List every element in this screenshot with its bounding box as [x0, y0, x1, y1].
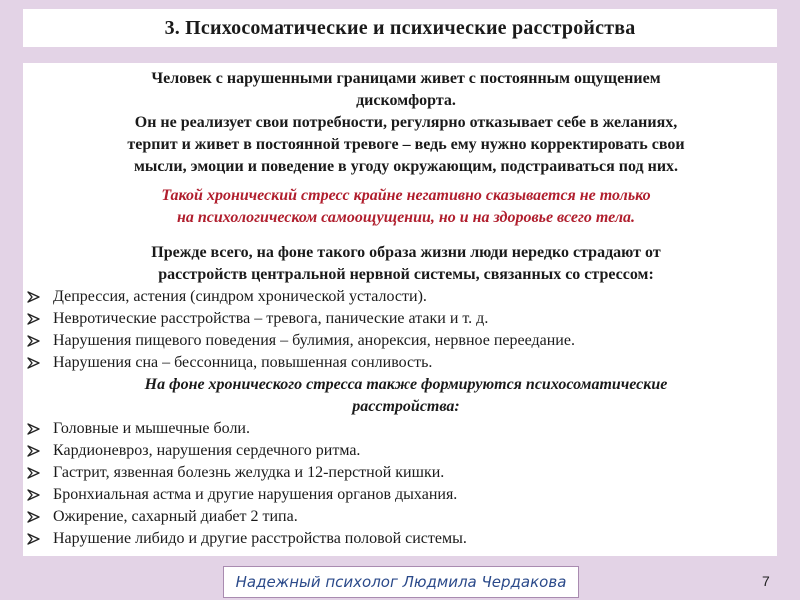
stress-note-line: Такой хронический стресс крайне негативно сказывается не только	[161, 187, 651, 204]
list-item-text: Нарушение либидо и другие расстройства половой системы.	[53, 530, 467, 547]
arrow-bullet-icon	[27, 511, 40, 523]
psychosomatic-lead-line: На фоне хронического стресса также формируются психосоматические	[144, 376, 668, 393]
list-item-text: Бронхиальная астма и другие нарушения органов дыхания.	[53, 486, 458, 503]
list-item	[27, 484, 759, 506]
list-item-text: Кардионевроз, нарушения сердечного ритма.	[53, 442, 361, 459]
intro-line: Он не реализует свои потребности, регулярно отказывает себе в желаниях,	[134, 114, 678, 131]
content-panel	[23, 63, 777, 556]
list-item-text: Нарушения пищевого поведения – булимия, анорексия, нервное переедание.	[53, 332, 575, 349]
cns-lead-line: расстройств центральной нервной системы, связанных со стрессом:	[158, 266, 654, 283]
arrow-bullet-icon	[27, 335, 40, 347]
stress-note	[53, 185, 759, 229]
list-item	[27, 418, 759, 440]
list-item	[27, 308, 759, 330]
cns-lead-line: Прежде всего, на фоне такого образа жизни люди нередко страдают от	[151, 244, 661, 261]
stress-note-line: на психологическом самоощущении, но и на здоровье всего тела.	[176, 209, 636, 226]
arrow-bullet-icon	[27, 357, 40, 369]
list-item	[27, 330, 759, 352]
arrow-bullet-icon	[27, 467, 40, 479]
psychosomatic-lead-line: расстройства:	[352, 398, 460, 415]
list-item-text: Нарушения сна – бессонница, повышенная сонливость.	[53, 354, 433, 371]
intro-line: Человек с нарушенными границами живет с постоянным ощущением	[151, 70, 661, 87]
list-item	[27, 440, 759, 462]
page-number: 7	[762, 573, 770, 589]
psychosomatic-disorder-list	[53, 418, 759, 550]
arrow-bullet-icon	[27, 489, 40, 501]
cns-lead	[53, 242, 759, 286]
list-item	[27, 286, 759, 308]
author-badge	[223, 566, 579, 598]
title-bar	[23, 9, 777, 47]
arrow-bullet-icon	[27, 291, 40, 303]
arrow-bullet-icon	[27, 313, 40, 325]
psychosomatic-lead	[53, 374, 759, 418]
list-item	[27, 352, 759, 374]
intro-line: терпит и живет в постоянной тревоге – ведь ему нужно корректировать свои	[127, 136, 685, 153]
list-item	[27, 528, 759, 550]
cns-disorder-list	[53, 286, 759, 374]
arrow-bullet-icon	[27, 533, 40, 545]
arrow-bullet-icon	[27, 445, 40, 457]
list-item-text: Головные и мышечные боли.	[53, 420, 250, 437]
list-item	[27, 462, 759, 484]
list-item-text: Депрессия, астения (синдром хронической усталости).	[53, 288, 427, 305]
list-item-text: Невротические расстройства – тревога, панические атаки и т. д.	[53, 310, 489, 327]
intro-paragraph	[53, 68, 759, 178]
list-item	[27, 506, 759, 528]
intro-line: мысли, эмоции и поведение в угоду окружающим, подстраиваться под них.	[133, 158, 679, 175]
list-item-text: Гастрит, язвенная болезнь желудка и 12-перстной кишки.	[53, 464, 445, 481]
arrow-bullet-icon	[27, 423, 40, 435]
list-item-text: Ожирение, сахарный диабет 2 типа.	[53, 508, 298, 525]
intro-line: дискомфорта.	[356, 92, 456, 109]
author-caption: Надежный психолог Людмила Чердакова	[235, 573, 567, 591]
page-title: 3. Психосоматические и психические расстройства	[164, 16, 636, 39]
